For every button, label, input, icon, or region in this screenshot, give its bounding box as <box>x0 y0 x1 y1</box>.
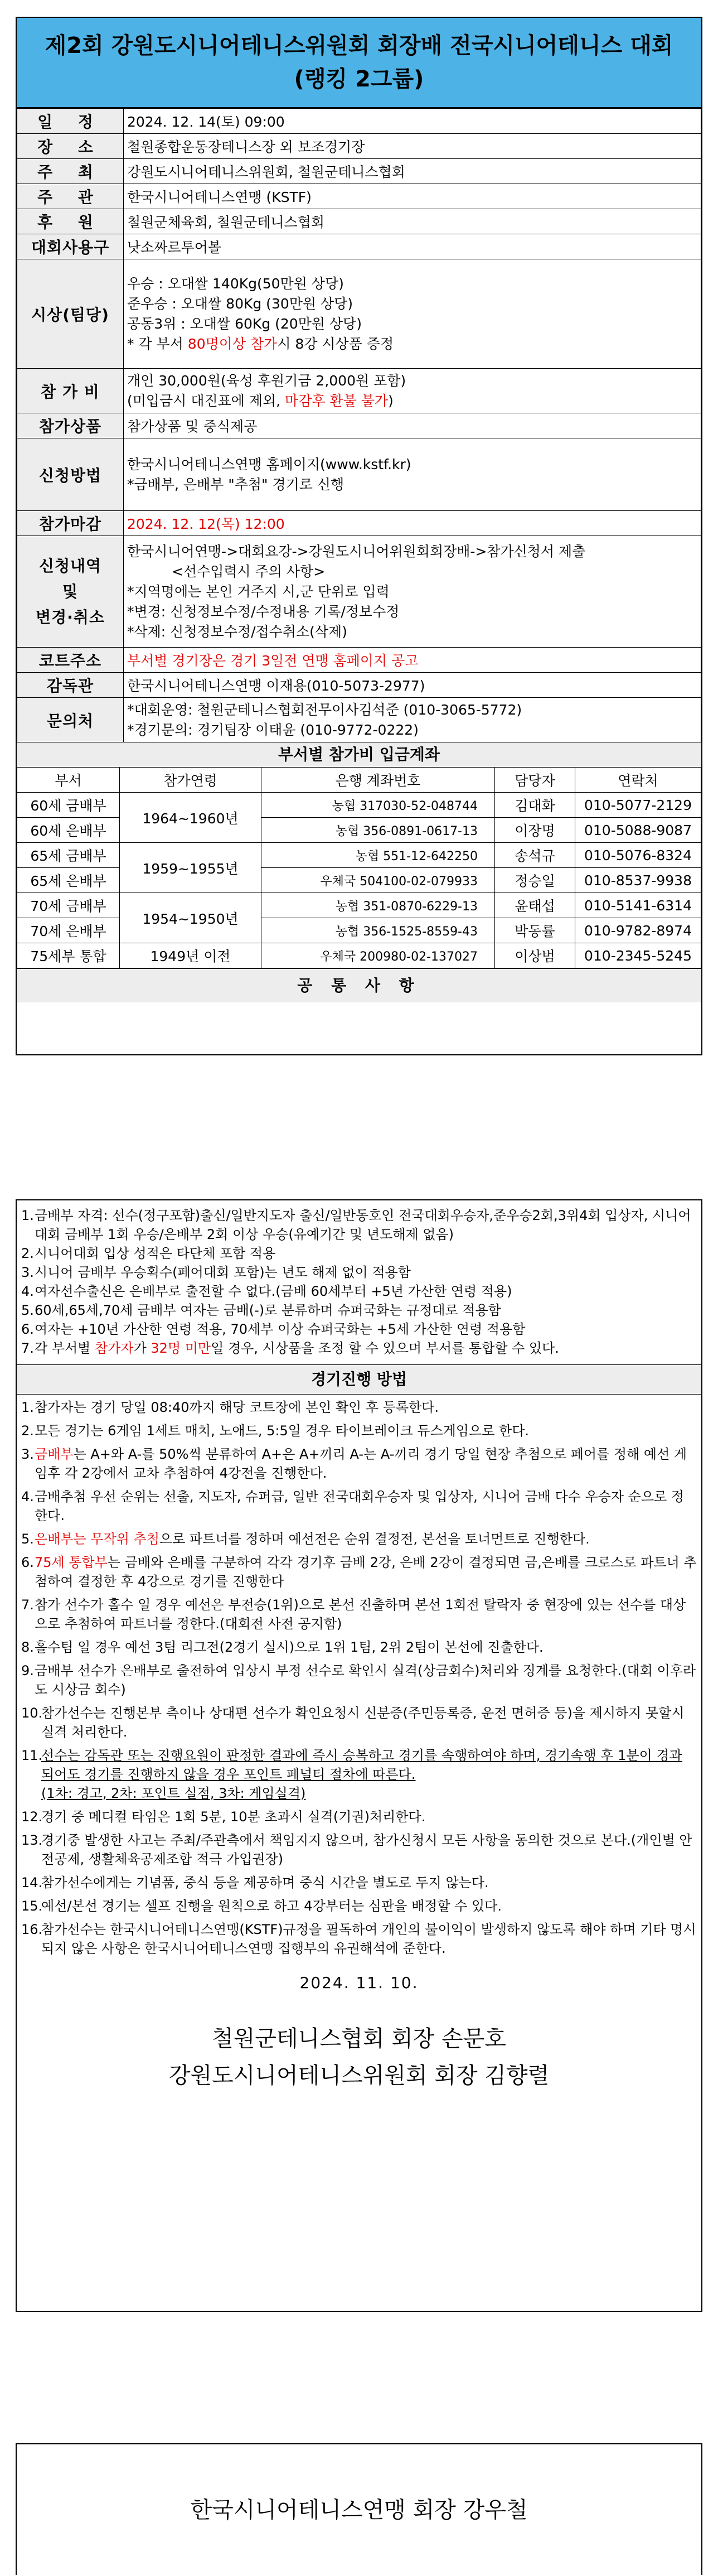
info-label: 후 원 <box>17 209 124 234</box>
method-item: 13. 경기중 발생한 사고는 주최/주관측에서 책임지지 않으며, 참가신청시 모든 사항을 동의한 것으로 본다.(개인별 안전공제, 생활체육공제조합 적극 가입권장) <box>21 1832 692 1867</box>
prize-value <box>124 259 701 369</box>
table-row: 65세 금배부 1959~1955년 농협 551-12-642250 송석규 010-5076-8324 <box>17 843 701 868</box>
poster-page-3 <box>16 2443 702 2575</box>
method-item: 16. 참가선수는 한국시니어테니스연맹(KSTF)규정을 필독하여 개인의 불이익이 발생하지 않도록 해야 하며 기타 명시되지 않은 사항은 한국시니어테니스연맹 집행부의 유권해석에 준한다. <box>21 1922 696 1956</box>
fee-label: 참 가 비 <box>17 369 124 413</box>
info-row-fee <box>17 369 701 413</box>
info-value: 2024. 12. 14(토) 09:00 <box>124 109 701 134</box>
changes-label: 신청내역 및 변경·취소 <box>17 536 124 648</box>
issue-date: 2024. 11. 10. <box>299 1974 419 1992</box>
accounts-header: 참가연령 <box>120 768 261 793</box>
accounts-header: 담당자 <box>495 768 575 793</box>
prize-line: 공동3위 : 오대쌀 60Kg (20만원 상당) <box>127 315 362 332</box>
supervisor-value: 한국시니어테니스연맹 이재용(010-5073-2977) <box>124 673 701 698</box>
info-value: 철원종합운동장테니스장 외 보조경기장 <box>124 134 701 159</box>
deadline-label: 참가마감 <box>17 511 124 536</box>
method-item: 9. 금배부 선수가 은배부로 출전하여 입상시 부정 선수로 확인시 실격(상금회수)처리와 징계를 요청한다.(대회 이후라도 시상금 회수) <box>21 1663 696 1697</box>
poster-page-1 <box>16 17 702 1055</box>
rule-item: 3. 시니어 금배부 우승획수(페어대회 포함)는 년도 해제 없이 적용함 <box>21 1265 411 1280</box>
court-value: 부서별 경기장은 경기 3일전 연맹 홈페이지 공고 <box>124 648 701 673</box>
age-cell: 1949년 이전 <box>120 943 261 968</box>
prize-label: 시상(팀당) <box>17 259 124 369</box>
goods-label: 참가상품 <box>17 413 124 438</box>
contact-label: 문의처 <box>17 698 124 742</box>
info-row-date <box>17 109 701 134</box>
signature-line: 철원군테니스협회 회장 손문호 <box>212 2026 506 2052</box>
accounts-header: 부서 <box>17 768 120 793</box>
info-row-court <box>17 648 701 673</box>
info-table <box>17 108 701 742</box>
table-row: 70세 금배부 1954~1950년 농협 351-0870-6229-13 윤태섭 010-5141-6314 <box>17 893 701 918</box>
accounts-header: 은행 계좌번호 <box>261 768 495 793</box>
info-row-changes <box>17 536 701 648</box>
table-row: 70세 은배부 농협 356-1525-8559-43 박동률 010-9782-8974 <box>17 918 701 943</box>
info-row-venue <box>17 134 701 159</box>
info-label: 대회사용구 <box>17 234 124 259</box>
info-row-sponsor <box>17 209 701 234</box>
rule-item: 2. 시니어대회 입상 성적은 타단체 포함 적용 <box>21 1246 276 1261</box>
info-row-organizer <box>17 184 701 209</box>
rule-item: 6. 여자는 +10년 가산한 연령 적용, 70세부 이상 슈퍼국화는 +5세 가산한 연령 적용함 <box>21 1321 526 1337</box>
rule-item: 7. 각 부서별 참가자가 32명 미만일 경우, 시상품을 조정 할 수 있으며 부서를 통합할 수 있다. <box>21 1340 559 1356</box>
method-list <box>21 1398 697 1958</box>
signature-line: 한국시니어테니스연맹 회장 강우철 <box>190 2497 528 2523</box>
info-row-deadline <box>17 511 701 536</box>
method-item: 11. 선수는 감독관 또는 진행요원이 판정한 결과에 즉시 승복하고 경기를 속행하여야 하며, 경기속행 후 1분이 경과 되어도 경기를 진행하지 않을 경우 포인트 페널티 절차에 따른다. (1차: 경고, 2차: 포인트 실점, 3차: 게임실격) <box>21 1748 682 1801</box>
table-row: 60세 은배부 농협 356-0891-0617-13 이장명 010-5088-9087 <box>17 818 701 843</box>
method-item: 2. 모든 경기는 6게임 1세트 매치, 노애드, 5:5일 경우 타이브레이크 듀스게임으로 한다. <box>21 1423 530 1439</box>
info-label: 주 최 <box>17 159 124 184</box>
info-row-supervisor <box>17 673 701 698</box>
method-item: 4. 금배추첨 우선 순위는 선출, 지도자, 슈퍼급, 일반 전국대회우승자 및 입상자, 시니어 금배 다수 우승자 순으로 정한다. <box>21 1489 685 1523</box>
rule-item: 5. 60세,65세,70세 금배부 여자는 금배(-)로 분류하며 슈퍼국화는 규정대로 적용함 <box>21 1303 501 1318</box>
age-cell: 1954~1950년 <box>120 893 261 943</box>
method-heading: 경기진행 방법 <box>17 1364 701 1395</box>
court-label: 코트주소 <box>17 648 124 673</box>
deadline-value: 2024. 12. 12(목) 12:00 <box>124 511 701 536</box>
table-row: 60세 금배부 1964~1960년 농협 317030-52-048744 김대화 010-5077-2129 <box>17 793 701 818</box>
common-heading: 공 통 사 항 <box>17 968 701 1002</box>
method-item: 14. 참가선수에게는 기념품, 중식 등을 제공하며 중식 시간을 별도로 두지 않는다. <box>21 1875 489 1890</box>
info-row-host <box>17 159 701 184</box>
info-value: 강원도시니어테니스위원회, 철원군테니스협회 <box>124 159 701 184</box>
changes-value: 한국시니어연맹->대회요강->강원도시니어위원회회장배->참가신청서 제출 <선수입력시 주의 사항> *지역명에는 본인 거주지 시,군 단위로 입력 *변경: 신청정보수정/수정내용 기록/정보수정 *삭제: 신청정보수정/접수취소(삭제) <box>124 536 701 648</box>
common-rules <box>17 1200 701 2094</box>
info-label: 일 정 <box>17 109 124 134</box>
contact-value: *대회운영: 철원군테니스협회전무이사김석준 (010-3065-5772) *경기문의: 경기팀장 이태윤 (010-9772-0222) <box>124 698 701 742</box>
prize-line: 우승 : 오대쌀 140Kg(50만원 상당) <box>127 275 344 292</box>
title-line-1: 제2회 강원도시니어테니스위원회 회장배 전국시니어테니스 대회 <box>45 33 673 59</box>
prize-note: * 각 부서 80명이상 참가시 8강 시상품 증정 <box>127 335 394 352</box>
method-item: 5. 은배부는 무작위 추첨으로 파트너를 정하며 예선전은 순위 결정전, 본선을 토너먼트로 진행한다. <box>21 1531 590 1547</box>
info-label: 주 관 <box>17 184 124 209</box>
age-cell: 1964~1960년 <box>120 793 261 843</box>
title-line-2: (랭킹 2그룹) <box>294 66 424 92</box>
info-value: 한국시니어테니스연맹 (KSTF) <box>124 184 701 209</box>
method-item: 15. 예선/본선 경기는 셀프 진행을 원칙으로 하고 4강부터는 심판을 배정할 수 있다. <box>21 1898 502 1914</box>
signature-block <box>21 2020 697 2094</box>
method-item: 12. 경기 중 메디컬 타임은 1회 5분, 10분 초과시 실격(기권)처리한다. <box>21 1809 426 1825</box>
rule-item: 1. 금배부 자격: 선수(정구포함)출신/일반지도자 출신/일반동호인 전국대회우승자,준우승2회,3위4회 입상자, 시니어대회 금배부 1회 우승/은배부 2회 이상 우승(유예기간 및 년도해제 없음) <box>21 1208 691 1242</box>
fee-value: 개인 30,000원(육성 후원기금 2,000원 포함) (미입금시 대진표에 제외, 마감후 환불 불가) <box>124 369 701 413</box>
signature-line: 강원도시니어테니스위원회 회장 김향렬 <box>168 2063 550 2088</box>
table-row: 65세 은배부 우체국 504100-02-079933 정승일 010-8537-9938 <box>17 868 701 893</box>
info-row-contact <box>17 698 701 742</box>
prize-line: 준우승 : 오대쌀 80Kg (30만원 상당) <box>127 295 353 312</box>
apply-label: 신청방법 <box>17 438 124 511</box>
supervisor-label: 감독관 <box>17 673 124 698</box>
method-item: 7. 참가 선수가 홀수 일 경우 예선은 부전승(1위)으로 본선 진출하며 본선 1회전 탈락자 중 현장에 있는 선수를 대상으로 추첨하여 파트너를 정한다.(대회전 사전 공지함) <box>21 1597 686 1632</box>
accounts-table <box>17 767 701 968</box>
method-item: 3. 금배부는 A+와 A-를 50%씩 분류하여 A+은 A+끼리 A-는 A-끼리 경기 당일 현장 추첨으로 페어를 정해 예선 게임후 각 2강에서 교차 추첨하여 4강전을 진행한다. <box>21 1446 687 1481</box>
apply-value: 한국시니어테니스연맹 홈페이지(www.kstf.kr) *금배부, 은배부 "추첨" 경기로 신행 <box>124 438 701 511</box>
info-label: 장 소 <box>17 134 124 159</box>
age-cell: 1959~1955년 <box>120 843 261 893</box>
info-row-goods <box>17 413 701 438</box>
info-row-apply <box>17 438 701 511</box>
info-row-ball <box>17 234 701 259</box>
accounts-header-row <box>17 768 701 793</box>
accounts-header: 연락처 <box>575 768 701 793</box>
method-item: 6. 75세 통합부는 금배와 은배를 구분하여 각각 경기후 금배 2강, 은배 2강이 결정되면 금,은배를 크로스로 파트너 추첨하여 결정한 후 4강으로 경기를 진행한다 <box>21 1555 697 1589</box>
method-item: 10. 참가선수는 진행본부 측이나 상대편 선수가 확인요청시 신분증(주민등록증, 운전 면허증 등)을 제시하지 못할시 실격 처리한다. <box>21 1705 685 1740</box>
info-value: 철원군체육회, 철원군테니스협회 <box>124 209 701 234</box>
method-item: 1. 참가자는 경기 당일 08:40까지 해당 코트장에 본인 확인 후 등록한다. <box>21 1400 439 1415</box>
rule-item: 4. 여자선수출신은 은배부로 출전할 수 없다.(금배 60세부터 +5년 가산한 연령 적용) <box>21 1284 512 1299</box>
title-banner <box>17 18 701 108</box>
poster-page-2 <box>16 1199 702 2312</box>
goods-value: 참가상품 및 중식제공 <box>124 413 701 438</box>
info-value: 낫소짜르투어볼 <box>124 234 701 259</box>
info-row-prize <box>17 259 701 369</box>
table-row: 75세부 통합 1949년 이전 우체국 200980-02-137027 이상범 010-2345-5245 <box>17 943 701 968</box>
accounts-title: 부서별 참가비 입금계좌 <box>17 742 701 767</box>
method-item: 8. 홀수팀 일 경우 예선 3팀 리그전(2경기 실시)으로 1위 1팀, 2위 2팀이 본선에 진출한다. <box>21 1639 544 1655</box>
